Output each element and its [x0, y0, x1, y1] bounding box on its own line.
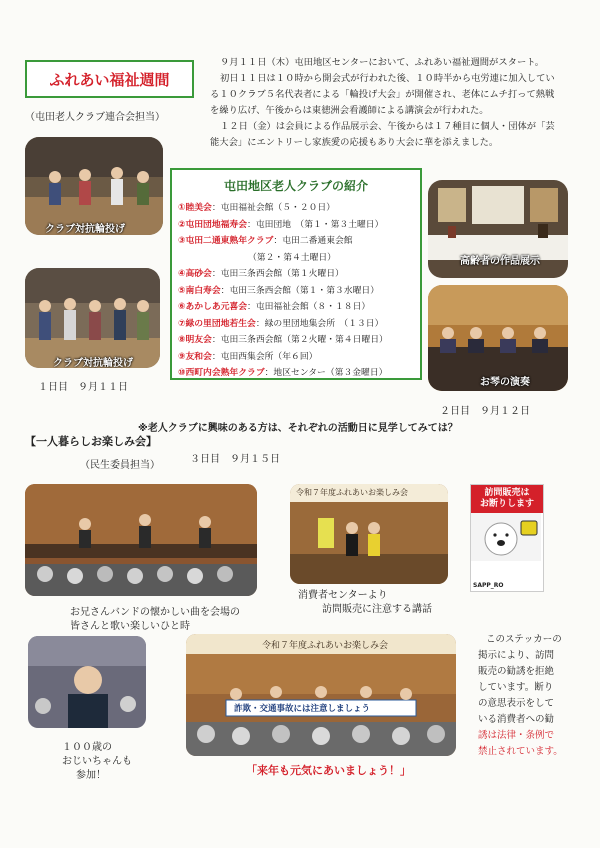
- safety-sign: 詐欺・交通事故には注意しましょう: [234, 704, 371, 714]
- polar-bear-icon: [471, 513, 541, 561]
- intro-text: [210, 55, 580, 151]
- organizer-label: （屯田老人クラブ連合会担当）: [25, 112, 165, 123]
- group-banner: 令和７年度ふれあいお楽しみ会: [262, 641, 389, 651]
- sticker-note-line: このステッカーの: [486, 634, 562, 645]
- koto-caption: お琴の演奏: [480, 377, 530, 388]
- club-intro-box: [170, 168, 422, 380]
- club-detail: ：屯田三条西会館（第１・第３水曜日）: [220, 285, 379, 296]
- band-photo: [25, 484, 257, 596]
- intro-line: を繰り広げ、午後からは東徳洲会看護師による講演会が行われた。: [210, 105, 489, 116]
- day2-label: ２日目 ９月１２日: [440, 406, 530, 417]
- consumer-caption-1: 消費者センターより: [298, 590, 388, 601]
- consumer-caption-2: 訪問販売に注意する講話: [322, 604, 432, 615]
- club-name: ⑤南白寿会: [178, 285, 221, 296]
- sticker-note-line: 販売の勧誘を拒絶: [478, 666, 555, 677]
- club-name: ⑩西町内会熟年クラブ: [178, 368, 265, 378]
- closing-message: 「来年も元気にあいましょう！」: [246, 764, 411, 777]
- elder-photo: [28, 636, 146, 728]
- club-detail: ：緑の里団地集会所 （１３日）: [255, 318, 384, 329]
- sticker-note-line: しています。断り: [478, 682, 554, 693]
- consumer-banner: 令和７年度ふれあいお楽しみ会: [296, 488, 408, 497]
- intro-line: １２日（金）は会員による作品展示会、午後からは１７種目に個人・団体が「芸: [220, 121, 555, 132]
- ring-toss-caption-2: クラブ対抗輪投げ: [53, 358, 133, 368]
- day1-label: １日目 ９月１１日: [38, 382, 128, 393]
- club-item: [178, 266, 420, 283]
- day3-label: ３日目 ９月１５日: [190, 454, 280, 465]
- page-title-box: [25, 60, 194, 98]
- band-caption-1: お兄さんバンドの懐かしい曲を会場の: [70, 607, 240, 618]
- page-title: ふれあい福祉週間: [49, 70, 170, 89]
- club-intro-title: 屯田地区老人クラブの紹介: [223, 179, 368, 193]
- club-name: ③屯田二通東熟年クラブ: [178, 236, 274, 246]
- club-list: [178, 200, 420, 382]
- ring-toss-photo-2: [25, 268, 160, 368]
- club-name: ①睦美会: [178, 203, 212, 213]
- club-item: [178, 349, 420, 366]
- club-item: [178, 233, 420, 250]
- club-item: [178, 365, 420, 382]
- club-item: [178, 299, 420, 316]
- intro-line: 初日１１日は１０時から開会式が行われた後、１０時半から屯労連に加入してい: [220, 73, 555, 84]
- section2-organizer: （民生委員担当）: [80, 460, 160, 471]
- elder-caption-3: 参加！: [76, 770, 106, 781]
- club-detail: ：屯田三条西会館（第２火曜・第４日曜日）: [211, 335, 388, 345]
- intro-line: る１０クラブ５名代表者による「輪投げ大会」が開催され、老体にムチ打って熱戦: [210, 89, 555, 100]
- sticker-note-line: 誘は法律・条例で: [478, 730, 555, 741]
- sticker-note-line: の意思表示をして: [478, 698, 555, 709]
- club-detail: ：地区センター（第３金曜日）: [264, 368, 388, 378]
- club-detail: ：屯田二番通東会館: [273, 236, 353, 246]
- no-sales-sticker: [470, 484, 544, 592]
- club-item: [178, 332, 420, 349]
- section2-title: 【一人暮らしお楽しみ会】: [25, 435, 157, 448]
- intro-line: 能大会」にエントリーし家族愛の応援もあり大会に華を添えました。: [210, 137, 499, 148]
- club-detail: ：屯田西集会所（年６回）: [211, 351, 318, 362]
- club-name: ②屯田団地福寿会: [178, 219, 248, 230]
- club-name: ④高砂会: [178, 269, 212, 279]
- sticker-note-line: いる消費者への勧: [478, 714, 555, 725]
- art-exhibit-caption: 高齢者の作品展示: [460, 256, 540, 267]
- elder-caption-1: １００歳の: [62, 742, 112, 753]
- club-name: ⑦緑の里団地若生会: [178, 318, 256, 329]
- ring-toss-photo-1: [25, 137, 163, 235]
- consumer-talk-photo: [290, 484, 448, 584]
- club-visit-notice: ※老人クラブに興味のある方は、それぞれの活動日に見学してみては？: [138, 423, 458, 434]
- club-name: ⑨友和会: [178, 351, 212, 362]
- club-detail: （第２・第４土曜日）: [248, 252, 336, 263]
- koto-photo: [428, 285, 568, 391]
- ring-toss-caption-1: クラブ対抗輪投げ: [45, 224, 125, 235]
- sticker-note-line: 禁止されています。: [478, 746, 563, 757]
- group-photo: [186, 634, 456, 756]
- club-item: [178, 217, 420, 234]
- club-name: ⑧明友会: [178, 335, 212, 345]
- intro-line: ９月１１日（木）屯田地区センターにおいて、ふれあい福祉週間がスタート。: [220, 57, 544, 68]
- club-detail: ：屯田福祉会館（５・２０日）: [211, 203, 336, 213]
- club-detail: ：屯田団地 （第１・第３土曜日）: [247, 219, 384, 230]
- sticker-note-line: 掲示により、訪問: [478, 650, 555, 661]
- sticker-note: [478, 632, 563, 760]
- sticker-headline-1: 訪問販売は: [484, 488, 530, 498]
- club-name: ⑥あかしあ元喜会: [178, 302, 248, 312]
- club-detail: ：屯田三条西会館（第１火曜日）: [211, 269, 344, 279]
- band-caption-2: 皆さんと歌い楽しいひと時: [70, 621, 190, 632]
- club-item: [178, 316, 420, 333]
- club-item: [178, 200, 420, 217]
- sticker-brand: SAPP_RO: [473, 582, 504, 589]
- art-exhibit-photo: [428, 180, 568, 278]
- club-item: [178, 283, 420, 300]
- club-item: [178, 250, 420, 267]
- elder-caption-2: おじいちゃんも: [62, 756, 132, 767]
- sticker-headline-2: お断りします: [479, 499, 534, 509]
- club-detail: ：屯田福祉会館（８・１８日）: [247, 302, 371, 312]
